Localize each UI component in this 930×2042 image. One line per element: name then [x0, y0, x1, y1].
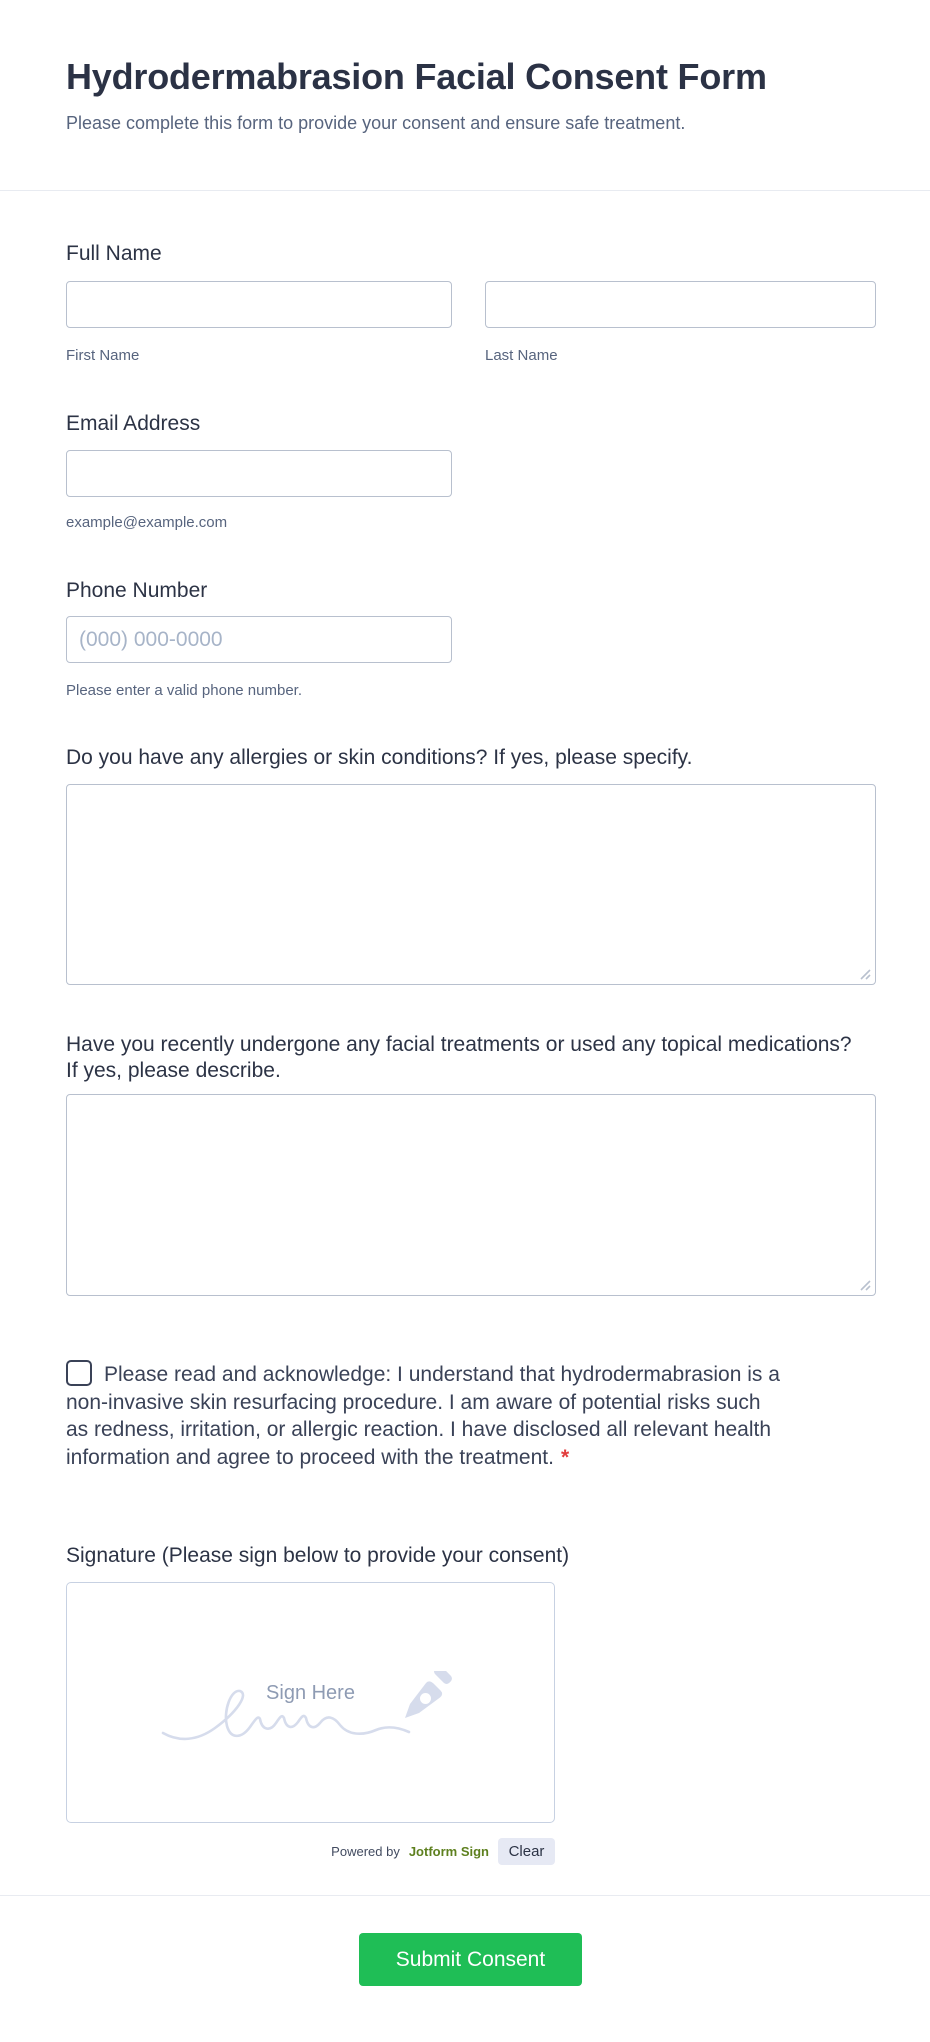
consent-row — [66, 1360, 782, 1471]
jotform-sign-brand: Jotform Sign — [408, 1844, 489, 1859]
page-title: Hydrodermabrasion Facial Consent Form — [66, 56, 767, 97]
footer-divider — [0, 1895, 930, 1896]
pen-nib-icon — [397, 1671, 453, 1725]
consent-text: Please read and acknowledge: I understand that hydrodermabrasion is a non-invasive skin resurfacing procedure. I am aware of potential risks such as redness, irritation, or allergic reaction. I have disclosed all relevant health information and agree to proceed with the treatment. — [66, 1363, 780, 1469]
phone-label: Phone Number — [66, 579, 208, 602]
required-asterisk: * — [560, 1445, 570, 1469]
powered-by-text: Powered by — [331, 1844, 400, 1859]
header-divider — [0, 190, 930, 191]
last-name-input[interactable] — [485, 281, 876, 328]
phone-input[interactable] — [66, 616, 452, 663]
treatments-label: Have you recently undergone any facial treatments or used any topical medications? If yes, please describe. — [66, 1033, 852, 1082]
allergies-label: Do you have any allergies or skin conditions? If yes, please specify. — [66, 746, 693, 769]
allergies-textarea[interactable] — [66, 784, 876, 985]
form-subtitle: Please complete this form to provide your consent and ensure safe treatment. — [66, 113, 686, 133]
sign-here-placeholder: Sign Here — [266, 1682, 355, 1704]
phone-helper: Please enter a valid phone number. — [66, 682, 302, 699]
first-name-sublabel: First Name — [66, 347, 140, 364]
treatments-textarea[interactable] — [66, 1094, 876, 1296]
submit-button[interactable]: Submit Consent — [359, 1933, 582, 1986]
first-name-input[interactable] — [66, 281, 452, 328]
last-name-sublabel: Last Name — [485, 347, 558, 364]
email-input[interactable] — [66, 450, 452, 497]
consent-checkbox[interactable] — [66, 1360, 92, 1386]
signature-label: Signature (Please sign below to provide your consent) — [66, 1544, 570, 1567]
full-name-label: Full Name — [66, 242, 162, 265]
signature-pad[interactable] — [66, 1582, 555, 1823]
clear-signature-button[interactable]: Clear — [498, 1838, 555, 1865]
powered-by-row — [66, 1838, 555, 1865]
email-label: Email Address — [66, 412, 201, 435]
email-helper: example@example.com — [66, 514, 228, 531]
